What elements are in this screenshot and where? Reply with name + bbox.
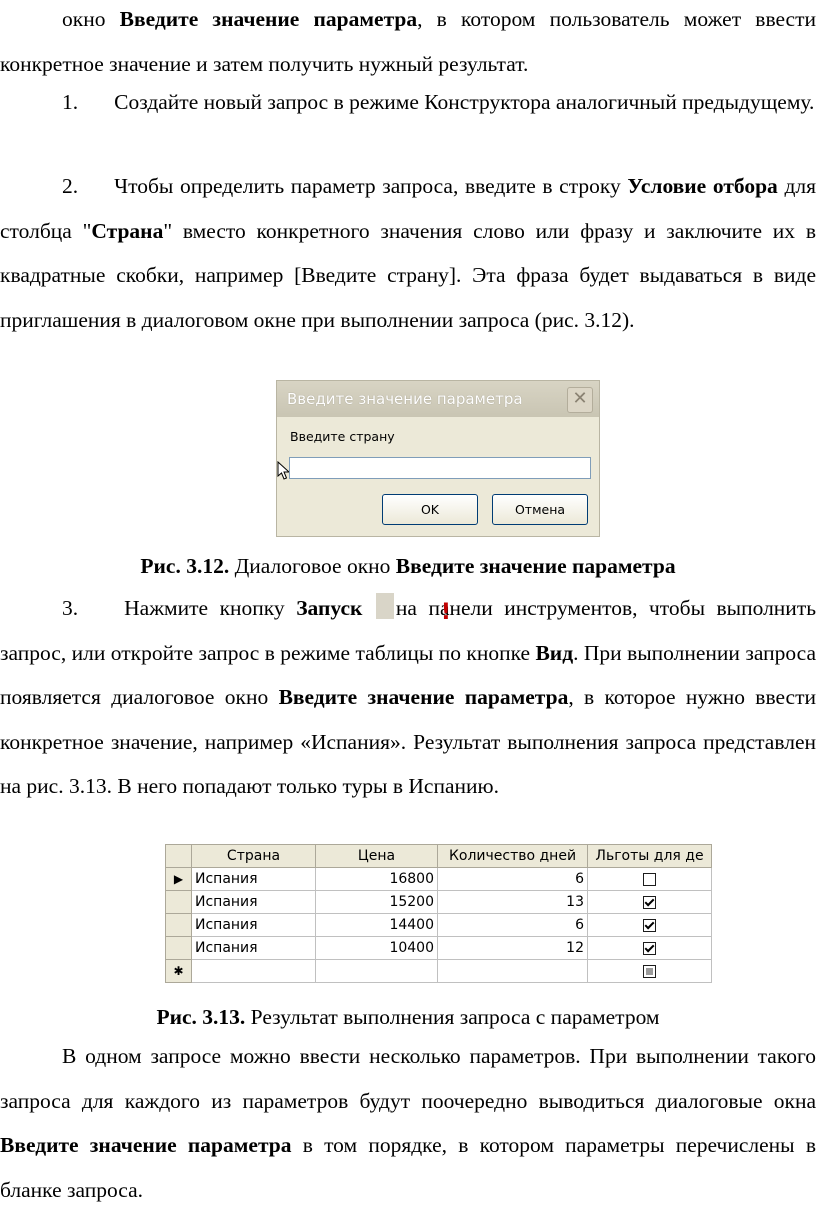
caption-text: Диалоговое окно [229,554,396,578]
cell-price[interactable]: 15200 [316,891,438,914]
bold-term: Введите значение параметра [278,685,569,709]
checkbox-unchecked[interactable] [643,873,656,886]
checkbox-checked[interactable] [643,942,656,955]
close-icon[interactable]: ✕ [567,387,593,413]
column-header[interactable]: Количество дней [438,845,588,868]
cell-country[interactable]: Испания [192,937,316,960]
paragraph-final [0,1034,816,1212]
text-run: в том порядке, в котором параметры перечислены в бланке запроса. [0,1133,816,1202]
cell-days[interactable]: 6 [438,914,588,937]
cell-price[interactable]: 14400 [316,914,438,937]
cell-country[interactable]: Испания [192,868,316,891]
paragraph-intro [0,0,816,86]
step-3 [0,586,816,809]
dialog-title: Введите значение параметра [277,381,599,417]
cell-benefit[interactable] [588,914,712,937]
cell-country[interactable] [192,960,316,983]
cell-days[interactable]: 13 [438,891,588,914]
row-selector[interactable] [166,937,192,960]
table-row [166,914,712,937]
text-run: " вместо конкретного значения слово или фразу и заключите их в квадратные скобки, например [Введите страну]. Эта фраза будет выдаваться в виде приглашения в диалоговом окне при выполнении запроса (рис. 3.12). [0,218,816,332]
bold-term: Запуск [296,596,363,620]
checkbox-default[interactable] [643,965,656,978]
column-header[interactable]: Цена [316,845,438,868]
cell-country[interactable]: Испания [192,914,316,937]
cell-price[interactable]: 10400 [316,937,438,960]
table-row [166,891,712,914]
cell-benefit[interactable] [588,937,712,960]
cell-price[interactable]: 16800 [316,868,438,891]
parameter-input[interactable] [289,457,591,479]
cell-benefit[interactable] [588,891,712,914]
text-run: окно [62,7,120,31]
table-row [166,868,712,891]
bold-term: Страна [91,218,164,243]
step-2 [0,164,816,342]
table-header-row [166,845,712,868]
step-number: 1. [62,90,79,114]
dialog-prompt: Введите страну [290,429,395,444]
text-run: . При выполнении запроса появляется диалоговое окно [0,640,816,709]
cell-benefit[interactable] [588,868,712,891]
cell-days[interactable]: 6 [438,868,588,891]
text-run: , в которое нужно ввести конкретное значение, например «Испания». Результат выполнения запроса представлен на рис. 3.13. В него попадают только туры в Испанию. [0,685,816,798]
figure-caption-3-13 [0,1002,816,1032]
text-run: В одном запросе можно ввести несколько параметров. При выполнении такого запроса для каждого из параметров будут поочередно выводиться диалоговые окна [0,1044,816,1113]
column-header[interactable]: Страна [192,845,316,868]
checkbox-checked[interactable] [643,919,656,932]
step-number: 3. [62,596,79,620]
text-run: на панели инструментов, чтобы выполнить запрос, или откройте запрос в режиме таблицы по кнопке [0,596,816,665]
column-header[interactable]: Льготы для де [588,845,712,868]
text-run: , в котором пользователь может ввести конкретное значение и затем получить нужный результат. [0,7,816,76]
figure-caption-3-12 [0,551,816,581]
caption-number: Рис. 3.13. [156,1005,246,1029]
text-run: Нажмите кнопку [124,596,297,620]
table-row [166,937,712,960]
parameter-dialog [276,380,600,537]
row-selector[interactable] [166,914,192,937]
text-run: для столбца " [0,174,816,243]
caption-bold: Введите значение параметра [395,554,676,578]
new-record-icon[interactable]: ✱ [166,960,192,983]
bold-term: Вид [535,640,574,665]
cell-benefit[interactable] [588,960,712,983]
query-result-table [165,844,712,983]
cell-days[interactable] [438,960,588,983]
bold-term: Условие отбора [627,174,778,198]
step-number: 2. [62,174,79,198]
step-1 [0,80,816,125]
row-selector[interactable] [166,891,192,914]
caption-text: Результат выполнения запроса с параметром [245,1005,660,1029]
row-selector[interactable]: ▶ [166,868,192,891]
text-run: Чтобы определить параметр запроса, введите в строку [114,174,628,198]
bold-dialog-name: Введите значение параметра [0,1133,292,1157]
ok-button[interactable]: OK [382,494,478,525]
step-text: Создайте новый запрос в режиме Конструктора аналогичный предыдущему. [114,90,815,114]
cell-country[interactable]: Испания [192,891,316,914]
row-selector-header[interactable] [166,845,192,868]
cancel-button[interactable]: Отмена [492,494,588,525]
cell-price[interactable] [316,960,438,983]
caption-number: Рис. 3.12. [140,554,230,578]
cell-days[interactable]: 12 [438,937,588,960]
checkbox-checked[interactable] [643,896,656,909]
bold-dialog-name: Введите значение параметра [119,7,418,31]
run-query-icon [376,593,394,619]
new-record-row [166,960,712,983]
